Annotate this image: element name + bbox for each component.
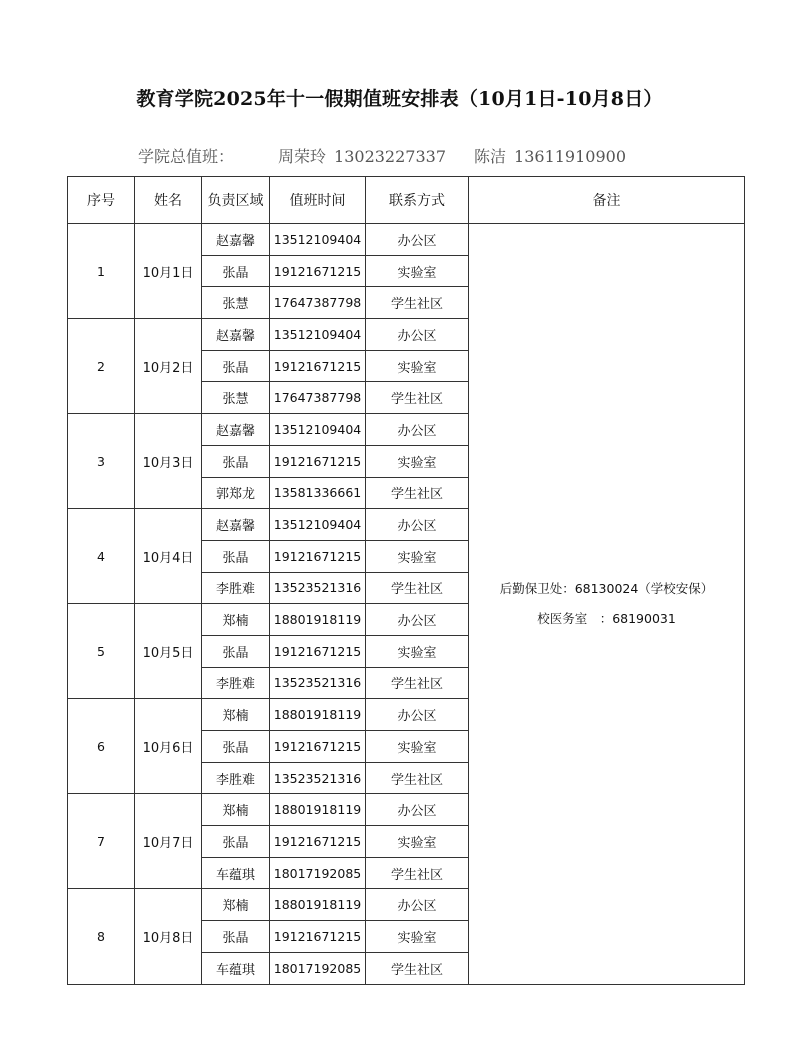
staff-phone: 18801918119 [270, 889, 366, 921]
header-area: 负责区域 [202, 177, 270, 224]
staff-name: 郑楠 [202, 604, 270, 636]
staff-name: 李胜难 [202, 667, 270, 699]
staff-name: 张晶 [202, 540, 270, 572]
staff-phone: 18017192085 [270, 857, 366, 889]
duty-area: 实验室 [366, 445, 469, 477]
staff-phone: 19121671215 [270, 826, 366, 858]
duty-contact-name: 周荣玲 [278, 147, 327, 166]
staff-name: 张晶 [202, 255, 270, 287]
row-index: 3 [68, 414, 135, 509]
staff-phone: 13512109404 [270, 509, 366, 541]
header-notes: 备注 [469, 177, 745, 224]
staff-phone: 17647387798 [270, 382, 366, 414]
duty-area: 实验室 [366, 826, 469, 858]
duty-area: 办公区 [366, 604, 469, 636]
duty-label: 学院总值班： [138, 147, 235, 166]
header-name: 姓名 [135, 177, 202, 224]
row-index: 5 [68, 604, 135, 699]
staff-phone: 13581336661 [270, 477, 366, 509]
duty-date: 10月5日 [135, 604, 202, 699]
duty-area: 实验室 [366, 731, 469, 763]
staff-phone: 13512109404 [270, 319, 366, 351]
staff-name: 李胜难 [202, 572, 270, 604]
page-title: 教育学院2025年十一假期值班安排表（10月1日-10月8日） [136, 88, 663, 110]
duty-area: 办公区 [366, 794, 469, 826]
duty-area: 实验室 [366, 350, 469, 382]
staff-name: 车蕴琪 [202, 857, 270, 889]
duty-date: 10月3日 [135, 414, 202, 509]
staff-phone: 19121671215 [270, 921, 366, 953]
staff-phone: 19121671215 [270, 540, 366, 572]
header-index: 序号 [68, 177, 135, 224]
staff-phone: 19121671215 [270, 635, 366, 667]
staff-phone: 19121671215 [270, 255, 366, 287]
duty-area: 学生社区 [366, 572, 469, 604]
header-contact: 联系方式 [366, 177, 469, 224]
table-row [68, 224, 745, 256]
row-index: 8 [68, 889, 135, 984]
duty-line [138, 144, 626, 167]
staff-name: 张慧 [202, 287, 270, 319]
duty-area: 实验室 [366, 540, 469, 572]
duty-area: 学生社区 [366, 857, 469, 889]
duty-area: 学生社区 [366, 287, 469, 319]
duty-area: 办公区 [366, 224, 469, 256]
staff-phone: 18017192085 [270, 952, 366, 984]
staff-phone: 19121671215 [270, 350, 366, 382]
staff-phone: 13512109404 [270, 414, 366, 446]
staff-name: 张晶 [202, 445, 270, 477]
duty-area: 学生社区 [366, 952, 469, 984]
staff-phone: 13523521316 [270, 572, 366, 604]
notes-cell [469, 224, 745, 985]
staff-phone: 17647387798 [270, 287, 366, 319]
duty-area: 学生社区 [366, 477, 469, 509]
staff-phone: 13523521316 [270, 762, 366, 794]
staff-phone: 19121671215 [270, 731, 366, 763]
staff-name: 赵嘉馨 [202, 509, 270, 541]
staff-name: 赵嘉馨 [202, 414, 270, 446]
row-index: 2 [68, 319, 135, 414]
duty-area: 学生社区 [366, 667, 469, 699]
duty-area: 办公区 [366, 889, 469, 921]
table-header-row [68, 177, 745, 224]
duty-schedule-table [67, 176, 745, 985]
staff-name: 张慧 [202, 382, 270, 414]
header-time: 值班时间 [270, 177, 366, 224]
duty-area: 办公区 [366, 509, 469, 541]
duty-area: 办公区 [366, 699, 469, 731]
staff-name: 郑楠 [202, 699, 270, 731]
staff-name: 车蕴琪 [202, 952, 270, 984]
staff-name: 张晶 [202, 350, 270, 382]
note-line: 校医务室 ：68190031 [537, 610, 676, 626]
duty-area: 实验室 [366, 255, 469, 287]
duty-area: 学生社区 [366, 382, 469, 414]
staff-name: 李胜难 [202, 762, 270, 794]
duty-date: 10月8日 [135, 889, 202, 984]
staff-name: 张晶 [202, 826, 270, 858]
staff-phone: 19121671215 [270, 445, 366, 477]
duty-contact-phone: 13023227337 [334, 147, 447, 166]
staff-phone: 13523521316 [270, 667, 366, 699]
row-index: 6 [68, 699, 135, 794]
staff-name: 郑楠 [202, 889, 270, 921]
table-body [68, 224, 745, 985]
duty-date: 10月1日 [135, 224, 202, 319]
notes-content [469, 580, 744, 628]
row-index: 4 [68, 509, 135, 604]
duty-area: 实验室 [366, 635, 469, 667]
staff-phone: 18801918119 [270, 699, 366, 731]
duty-area: 办公区 [366, 319, 469, 351]
duty-date: 10月4日 [135, 509, 202, 604]
staff-name: 赵嘉馨 [202, 224, 270, 256]
staff-phone: 18801918119 [270, 794, 366, 826]
duty-contact-phone: 13611910900 [514, 147, 627, 166]
note-line: 后勤保卫处：68130024（学校安保） [499, 580, 714, 596]
staff-name: 郭郑龙 [202, 477, 270, 509]
staff-name: 赵嘉馨 [202, 319, 270, 351]
staff-phone: 13512109404 [270, 224, 366, 256]
staff-phone: 18801918119 [270, 604, 366, 636]
row-index: 7 [68, 794, 135, 889]
staff-name: 张晶 [202, 731, 270, 763]
duty-date: 10月2日 [135, 319, 202, 414]
duty-date: 10月6日 [135, 699, 202, 794]
duty-area: 办公区 [366, 414, 469, 446]
duty-date: 10月7日 [135, 794, 202, 889]
duty-contact-name: 陈洁 [474, 147, 507, 166]
duty-area: 实验室 [366, 921, 469, 953]
staff-name: 张晶 [202, 635, 270, 667]
row-index: 1 [68, 224, 135, 319]
duty-area: 学生社区 [366, 762, 469, 794]
staff-name: 张晶 [202, 921, 270, 953]
staff-name: 郑楠 [202, 794, 270, 826]
